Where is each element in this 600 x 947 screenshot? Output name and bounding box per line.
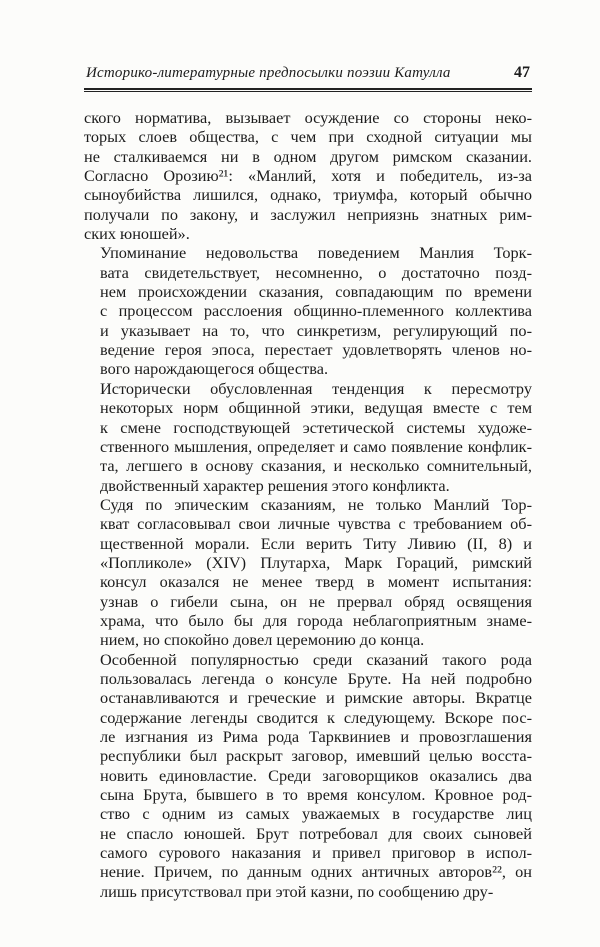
text-line: ле изгнания из Рима рода Тарквиниев и провозглашения — [100, 727, 532, 746]
text-line: ведение героя эпоса, перестает удовлетворять членов но- — [100, 340, 532, 360]
book-page — [84, 62, 532, 901]
text-line: консул оказался не менее тверд в момент испытания: — [100, 572, 532, 592]
text-line: торых слоев общества, с чем при сходной ситуации мы — [84, 127, 532, 147]
text-line: двойственный характер решения этого конфликта. — [100, 475, 450, 495]
text-line: сына Брута, бывшего в то время консулом. Кровное род- — [100, 785, 532, 805]
text-line: нем происхождении сказания, совпадающим по времени — [100, 282, 532, 302]
text-line: «Попликоле» (XIV) Плутарха, Марк Гораций, римский — [100, 552, 532, 572]
header-rule — [84, 88, 532, 92]
running-head — [84, 62, 532, 86]
text-line: узнав о гибели сына, он не прервал обряд освящения — [100, 591, 532, 611]
text-line: останавливаются и греческие и римские авторы. Вкратце — [100, 688, 532, 708]
text-line: лишь присутствовал при этой казни, по сообщению дру- — [100, 881, 494, 901]
text-line: Особенной популярностью среди сказаний такого рода — [100, 649, 532, 669]
text-line: вата свидетельствует, несомненно, о достаточно позд- — [100, 262, 532, 282]
text-line: к смене господствующей эстетической системы художе- — [100, 417, 532, 437]
text-line: ственного мышления, определяет и само появление конфлик- — [100, 436, 532, 456]
text-line: не спасло юношей. Брут потребовал для своих сыновей — [100, 823, 532, 843]
text-line: республики был раскрыт заговор, имевший целью восста- — [100, 746, 532, 766]
paragraph — [84, 379, 532, 495]
text-line: не сталкиваемся ни в одном другом римском сказании. — [84, 146, 532, 166]
text-line: получали по закону, и заслужил неприязнь знатных рим- — [84, 204, 532, 224]
text-line: новить единовластие. Среди заговорщиков оказались два — [100, 765, 532, 785]
text-line: сыноубийства лишился, однако, триумфа, который обычно — [84, 185, 532, 205]
paragraph — [84, 650, 532, 901]
text-line: кват согласовывал свои личные чувства с требованием об- — [100, 514, 532, 534]
body-text — [84, 108, 532, 901]
text-line: некоторых норм общинной этики, ведущая вместе с тем — [100, 398, 532, 418]
text-line: содержание легенды сводится к следующему. Вскоре пос- — [100, 707, 532, 727]
paragraph — [84, 243, 532, 378]
text-line: ского норматива, вызывает осуждение со стороны неко- — [84, 108, 532, 127]
text-line: Согласно Орозию²¹: «Манлий, хотя и победитель, из-за — [84, 166, 532, 186]
text-line: нение. Причем, по данным одних античных авторов²², он — [100, 862, 532, 882]
text-line: с процессом расслоения общинно-племенного коллектива — [100, 301, 532, 321]
text-line: Судя по эпическим сказаниям, не только Манлий Тор- — [100, 494, 532, 514]
paragraph — [84, 108, 532, 243]
text-line: храма, что было бы для города неблагоприятным знаме- — [100, 610, 532, 630]
running-title: Историко-литературные предпосылки поэзии Катулла — [86, 65, 451, 81]
text-line: та, легшего в основу сказания, и несколько сомнительный, — [100, 456, 532, 476]
page-number: 47 — [514, 64, 530, 81]
text-line: Упоминание недовольства поведением Манлия Торк- — [100, 243, 532, 263]
text-line: нием, но спокойно довел церемонию до конца. — [100, 630, 425, 650]
text-line: Исторически обусловленная тенденция к пересмотру — [100, 378, 532, 398]
text-line: пользовалась легенда о консуле Бруте. На ней подробно — [100, 668, 532, 688]
text-line: самого сурового наказания и привел приговор в испол- — [100, 843, 532, 863]
text-line: щественной морали. Если верить Титу Ливию (II, 8) и — [100, 533, 532, 553]
text-line: и указывает на то, что синкретизм, регулирующий по- — [100, 320, 532, 340]
text-line: вого нарождающегося общества. — [100, 359, 329, 379]
paragraph — [84, 495, 532, 650]
text-line: ских юношей». — [84, 224, 190, 244]
text-line: ство с одним из самых уважаемых в государстве лиц — [100, 804, 532, 824]
